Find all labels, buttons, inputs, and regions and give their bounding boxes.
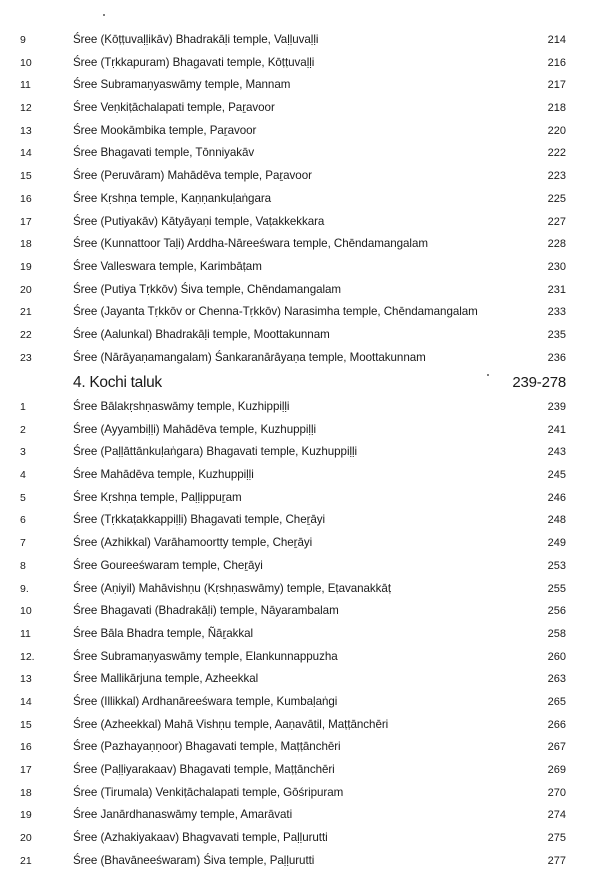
entry-title: Śree Bhagavati temple, Tōnniyakāv [73,146,255,160]
entry-page-number: 241 [547,423,566,436]
toc-entry [0,165,600,188]
toc-entry [0,623,600,646]
entry-page-number: 269 [547,764,566,776]
toc-entry [0,555,600,578]
toc-entry [0,827,600,850]
entry-title: Śree (Nārāyaṇamangalam) Śankaranārāyaṇa temple, Moottakunnam [73,350,426,364]
entry-page-number: 258 [547,627,566,640]
toc-list-part-a [0,29,600,369]
entry-number: 9 [20,34,26,46]
entry-title: Śree (Peruvāram) Mahādēva temple, Paṟavoor [73,169,312,183]
entry-number: 10 [20,605,32,618]
entry-title: Śree (Bhavāneeśwaram) Śiva temple, Paḷḷurutti [73,853,315,867]
toc-entry [0,532,600,555]
entry-title: Śree Bhagavati (Bhadrakāḷi) temple, Nāyarambalam [73,604,339,618]
entry-title: Śree Mookāmbika temple, Paṟavoor [73,123,257,137]
entry-page-number: 235 [547,328,566,341]
entry-title: Śree (Jayanta Tṛkkōv or Chenna-Tṛkkōv) Narasimha temple, Chēndamangalam [73,305,478,319]
entry-page-number: 255 [547,582,566,595]
entry-number: 4 [20,469,26,482]
entry-page-number: 274 [547,809,566,822]
entry-number: 8 [20,559,26,572]
entry-page-number: 216 [547,56,566,69]
entry-title: Śree (Tṛkkapuram) Bhagavati temple, Kōṭṭuvaḷḷi [73,55,315,69]
entry-number: 12 [20,102,32,115]
entry-page-number: 249 [547,537,566,550]
entry-number: 7 [20,537,26,550]
entry-page-number: 253 [547,559,566,572]
entry-title: Śree (Tirumala) Venkiṭāchalapati temple, Gōśripuram [73,785,344,799]
entry-title: Śree Subramaṇyaswāmy temple, Elankunnappuzha [73,649,338,663]
entry-title: Śree (Pazhayaṇṇoor) Bhagavati temple, Maṭṭānchēri [73,740,341,754]
entry-number: 15 [20,718,32,731]
entry-page-number: 266 [547,718,566,731]
toc-entry [0,301,600,324]
entry-page-number: 277 [547,854,566,867]
entry-title: Śree Subramaṇyaswāmy temple, Mannam [73,78,291,92]
toc-entry [0,142,600,165]
entry-number: 14 [20,695,32,708]
section-header [0,370,600,396]
toc-entry [0,759,600,782]
entry-title: Śree Veṇkiṭāchalapati temple, Paṟavoor [73,101,275,115]
entry-number: 16 [20,192,32,205]
entry-page-number: 245 [547,469,566,482]
entry-page-number: 260 [547,650,566,663]
entry-page-number: 256 [547,605,566,618]
entry-page-number: 217 [547,79,566,92]
entry-number: 21 [20,854,32,867]
entry-number: 13 [20,673,32,686]
entry-number: 6 [20,514,26,527]
entry-title: Śree (Tṛkkaṭakkappiḷḷi) Bhagavati temple, Cheṟāyi [73,513,326,527]
entry-number: 18 [20,238,32,251]
toc-entry [0,52,600,75]
entry-page-number: 267 [547,741,566,754]
entry-title: Śree (Azhikkal) Varāhamoortty temple, Cheṟāyi [73,536,313,550]
entry-number: 3 [20,446,26,459]
toc-entry [0,347,600,370]
entry-title: Śree Mahādēva temple, Kuzhuppiḷḷi [73,468,254,482]
entry-page-number: 228 [547,238,566,251]
toc-entry [0,804,600,827]
toc-entry [0,188,600,211]
entry-number: 11 [20,627,31,640]
toc-entry [0,29,600,52]
entry-title: Śree (Ayyambiḷḷi) Mahādēva temple, Kuzhuppiḷḷi [73,422,317,436]
section-page-range: 239-278 [512,374,566,391]
toc-entry [0,97,600,120]
entry-title: Śree Bāla Bhadra temple, Ñāṟakkal [73,626,254,640]
toc-entry [0,211,600,234]
entry-number: 12. [20,650,35,663]
entry-page-number: 263 [547,673,566,686]
entry-title: Śree (Illikkal) Ardhanāreeśwara temple, Kumbaḷaṅgi [73,694,338,708]
entry-title: Śree Mallikārjuna temple, Azheekkal [73,672,259,686]
entry-number: 14 [20,147,32,160]
toc-entry [0,600,600,623]
entry-page-number: 246 [547,491,566,504]
toc-entry [0,74,600,97]
entry-title: Śree (Kunnattoor Taḷi) Arddha-Nāreeśwara temple, Chēndamangalam [73,237,428,251]
entry-number: 11 [20,79,31,92]
entry-page-number: 248 [547,514,566,527]
toc-entry [0,782,600,805]
entry-title: Śree (Aalunkal) Bhadrakāḷi temple, Moottakunnam [73,327,330,341]
entry-page-number: 233 [547,306,566,319]
entry-title: Śree (Putiyakāv) Kātyāyaṇi temple, Vaṭakkekkara [73,214,325,228]
entry-number: 20 [20,283,32,296]
entry-title: Śree (Putiya Tṛkkōv) Śiva temple, Chēndamangalam [73,282,342,296]
entry-number: 15 [20,170,32,183]
toc-entry [0,464,600,487]
entry-number: 20 [20,832,32,845]
entry-title: Śree (Paḷḷāttānkuḷaṅgara) Bhagavati temple, Kuzhuppiḷḷi [73,445,358,459]
entry-title: Śree Janārdhanaswāmy temple, Amarāvati [73,808,293,822]
entry-page-number: 265 [547,695,566,708]
toc-entry [0,396,600,419]
entry-title: Śree (Azheekkal) Mahā Vishṇu temple, Aaṇavātil, Maṭṭānchēri [73,717,389,731]
entry-title: Śree Bālakṛshṇaswāmy temple, Kuzhippiḷḷi [73,400,290,413]
entry-page-number: 218 [547,102,566,115]
entry-number: 19 [20,809,32,822]
entry-page-number: 230 [547,260,566,273]
entry-number: 22 [20,328,32,341]
entry-number: 17 [20,215,32,228]
toc-entry [0,324,600,347]
toc-entry [0,256,600,279]
entry-title: Śree Goureeśwaram temple, Cheṟāyi [73,558,263,572]
entry-number: 16 [20,741,32,754]
entry-title: Śree Kṛshṇa temple, Paḷḷippuṟam [73,490,242,504]
entry-page-number: 225 [547,192,566,205]
entry-page-number: 222 [547,147,566,160]
toc-entry [0,691,600,714]
toc-entry [0,233,600,256]
toc-entry [0,509,600,532]
toc-entry [0,279,600,302]
entry-number: 18 [20,786,32,799]
toc-list-part-b [0,396,600,872]
entry-page-number: 275 [547,832,566,845]
entry-title: Śree Kṛshṇa temple, Kaṇṇankuḷaṅgara [73,191,272,205]
entry-page-number: 236 [547,351,566,364]
entry-page-number: 214 [547,34,566,46]
toc-entry [0,850,600,872]
entry-page-number: 231 [547,283,566,296]
toc-entry [0,578,600,601]
toc-entry [0,736,600,759]
entry-number: 19 [20,260,32,273]
toc-entry [0,646,600,669]
toc-entry [0,441,600,464]
entry-page-number: 227 [547,215,566,228]
entry-page-number: 270 [547,786,566,799]
toc-entry [0,487,600,510]
entry-number: 1 [20,401,26,413]
toc-entry [0,668,600,691]
toc-entry [0,714,600,737]
entry-title: Śree (Kōṭṭuvaḷḷikāv) Bhadrakāḷi temple, Vaḷḷuvaḷḷi [73,33,319,46]
section-title: 4. Kochi taluk [73,374,162,391]
entry-number: 9. [20,582,29,595]
toc-entry [0,120,600,143]
entry-page-number: 220 [547,124,566,137]
entry-number: 13 [20,124,32,137]
entry-number: 2 [20,423,26,436]
toc-entry [0,419,600,442]
entry-title: Śree (Paḷḷiyarakaav) Bhagavati temple, Maṭṭānchēri [73,763,335,776]
entry-title: Śree Valleswara temple, Karimbāṭam [73,259,262,273]
entry-number: 21 [20,306,32,319]
entry-number: 17 [20,764,32,776]
entry-number: 5 [20,491,26,504]
entry-number: 10 [20,56,32,69]
entry-title: Śree (Azhakiyakaav) Bhagvavati temple, Paḷḷurutti [73,831,328,845]
entry-title: Śree (Aṇiyil) Mahāvishṇu (Kṛshṇaswāmy) temple, Eṭavanakkāṭ [73,581,391,595]
entry-page-number: 223 [547,170,566,183]
entry-page-number: 239 [547,401,566,413]
entry-page-number: 243 [547,446,566,459]
entry-number: 23 [20,351,32,364]
scan-speck [103,14,105,16]
